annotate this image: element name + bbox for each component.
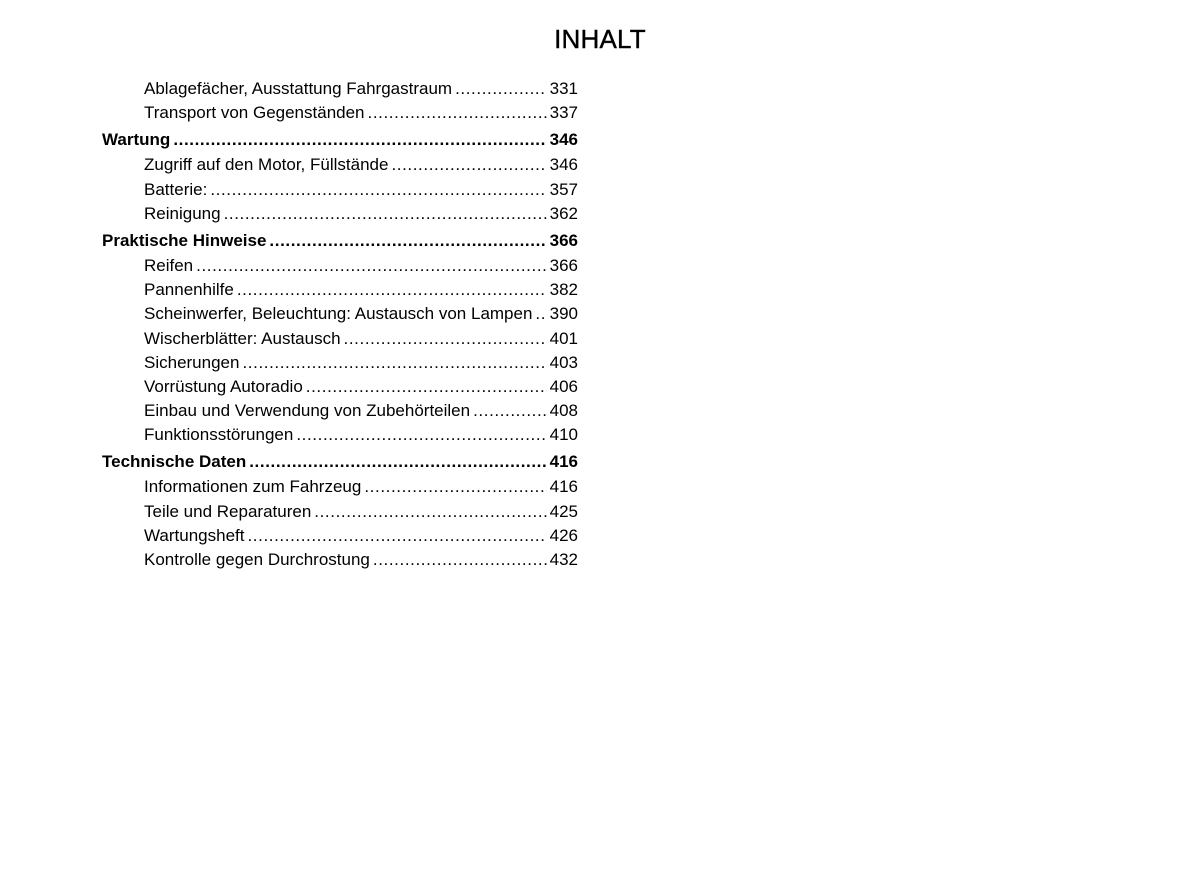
toc-entry-page: 401 xyxy=(549,328,578,348)
toc-entry-page: 382 xyxy=(549,280,578,300)
toc-entry-label: Reinigung xyxy=(144,203,221,223)
toc-entry[interactable] xyxy=(102,77,578,101)
toc-dot-leader xyxy=(269,227,546,254)
toc-entry-page: 362 xyxy=(549,203,578,223)
toc-entry-page: 357 xyxy=(549,179,578,199)
toc-entry-label: Ablagefächer, Ausstattung Fahrgastraum xyxy=(144,79,453,98)
toc-dot-leader xyxy=(535,302,546,326)
toc-entry-page: 408 xyxy=(549,401,578,421)
toc-section-page: 346 xyxy=(549,130,578,150)
toc-dot-leader xyxy=(210,178,546,202)
table-of-contents xyxy=(102,77,578,572)
toc-entry[interactable] xyxy=(102,475,578,499)
toc-entry[interactable] xyxy=(102,153,578,177)
toc-section-page: 366 xyxy=(549,230,578,250)
toc-entry-label: Vorrüstung Autoradio xyxy=(144,376,303,396)
toc-dot-leader xyxy=(247,524,546,548)
toc-dot-leader xyxy=(242,351,546,375)
toc-entry[interactable] xyxy=(102,500,578,524)
toc-entry-label: Teile und Reparaturen xyxy=(144,501,312,521)
toc-dot-leader xyxy=(364,475,546,499)
toc-entry[interactable] xyxy=(102,423,578,447)
toc-entry[interactable] xyxy=(102,202,578,226)
toc-section-page: 416 xyxy=(549,452,578,472)
toc-entry-page: 425 xyxy=(549,501,578,521)
toc-entry[interactable] xyxy=(102,399,578,423)
toc-dot-leader xyxy=(224,202,547,226)
toc-entry-label: Transport von Gegenständen xyxy=(144,103,365,123)
toc-dot-leader xyxy=(237,278,547,302)
toc-dot-leader xyxy=(296,423,546,447)
toc-dot-leader xyxy=(344,327,547,351)
toc-entry-page: 390 xyxy=(549,304,578,324)
toc-section-heading[interactable] xyxy=(102,125,578,153)
toc-dot-leader xyxy=(196,254,546,278)
toc-entry[interactable] xyxy=(102,278,578,302)
toc-dot-leader xyxy=(473,399,547,423)
toc-entry-label: Pannenhilfe xyxy=(144,280,234,300)
toc-entry-page: 426 xyxy=(549,525,578,545)
toc-entry[interactable] xyxy=(102,101,578,125)
toc-entry[interactable] xyxy=(102,351,578,375)
toc-dot-leader xyxy=(173,126,546,153)
toc-entry-page: 366 xyxy=(549,255,578,275)
toc-entry-label: Funktionsstörungen xyxy=(144,425,294,445)
toc-entry[interactable] xyxy=(102,327,578,351)
toc-dot-leader xyxy=(373,548,547,572)
toc-entry-label: Kontrolle gegen Durchrostung xyxy=(144,550,370,569)
toc-section-label: Wartung xyxy=(102,130,171,150)
toc-dot-leader xyxy=(455,77,547,101)
toc-entry-label: Wartungsheft xyxy=(144,525,245,545)
toc-section-label: Technische Daten xyxy=(102,452,247,472)
toc-entry-page: 432 xyxy=(549,550,578,569)
toc-entry-page: 346 xyxy=(549,155,578,175)
toc-entry-label: Scheinwerfer, Beleuchtung: Austausch von Lampen xyxy=(144,304,533,324)
toc-entry-label: Informationen zum Fahrzeug xyxy=(144,477,362,497)
toc-entry-page: 331 xyxy=(549,79,578,98)
toc-entry-page: 406 xyxy=(549,376,578,396)
toc-dot-leader xyxy=(314,500,546,524)
toc-entry-label: Reifen xyxy=(144,255,194,275)
toc-section-heading[interactable] xyxy=(102,447,578,475)
toc-dot-leader xyxy=(368,101,547,125)
toc-entry[interactable] xyxy=(102,375,578,399)
toc-entry[interactable] xyxy=(102,524,578,548)
toc-section-label: Praktische Hinweise xyxy=(102,230,267,250)
toc-section-heading[interactable] xyxy=(102,226,578,254)
toc-entry[interactable] xyxy=(102,178,578,202)
toc-entry-label: Zugriff auf den Motor, Füllstände xyxy=(144,155,389,175)
toc-entry-label: Einbau und Verwendung von Zubehörteilen xyxy=(144,401,471,421)
toc-entry-label: Batterie: xyxy=(144,179,208,199)
toc-entry-page: 410 xyxy=(549,425,578,445)
toc-entry[interactable] xyxy=(102,302,578,326)
toc-entry-page: 416 xyxy=(549,477,578,497)
toc-dot-leader xyxy=(249,448,546,475)
page-title: INHALT xyxy=(554,24,646,54)
toc-dot-leader xyxy=(306,375,547,399)
toc-entry[interactable] xyxy=(102,254,578,278)
toc-entry[interactable] xyxy=(102,548,578,572)
toc-entry-label: Sicherungen xyxy=(144,352,240,372)
toc-entry-page: 337 xyxy=(549,103,578,123)
toc-dot-leader xyxy=(391,153,546,177)
toc-entry-page: 403 xyxy=(549,352,578,372)
toc-entry-label: Wischerblätter: Austausch xyxy=(144,328,341,348)
